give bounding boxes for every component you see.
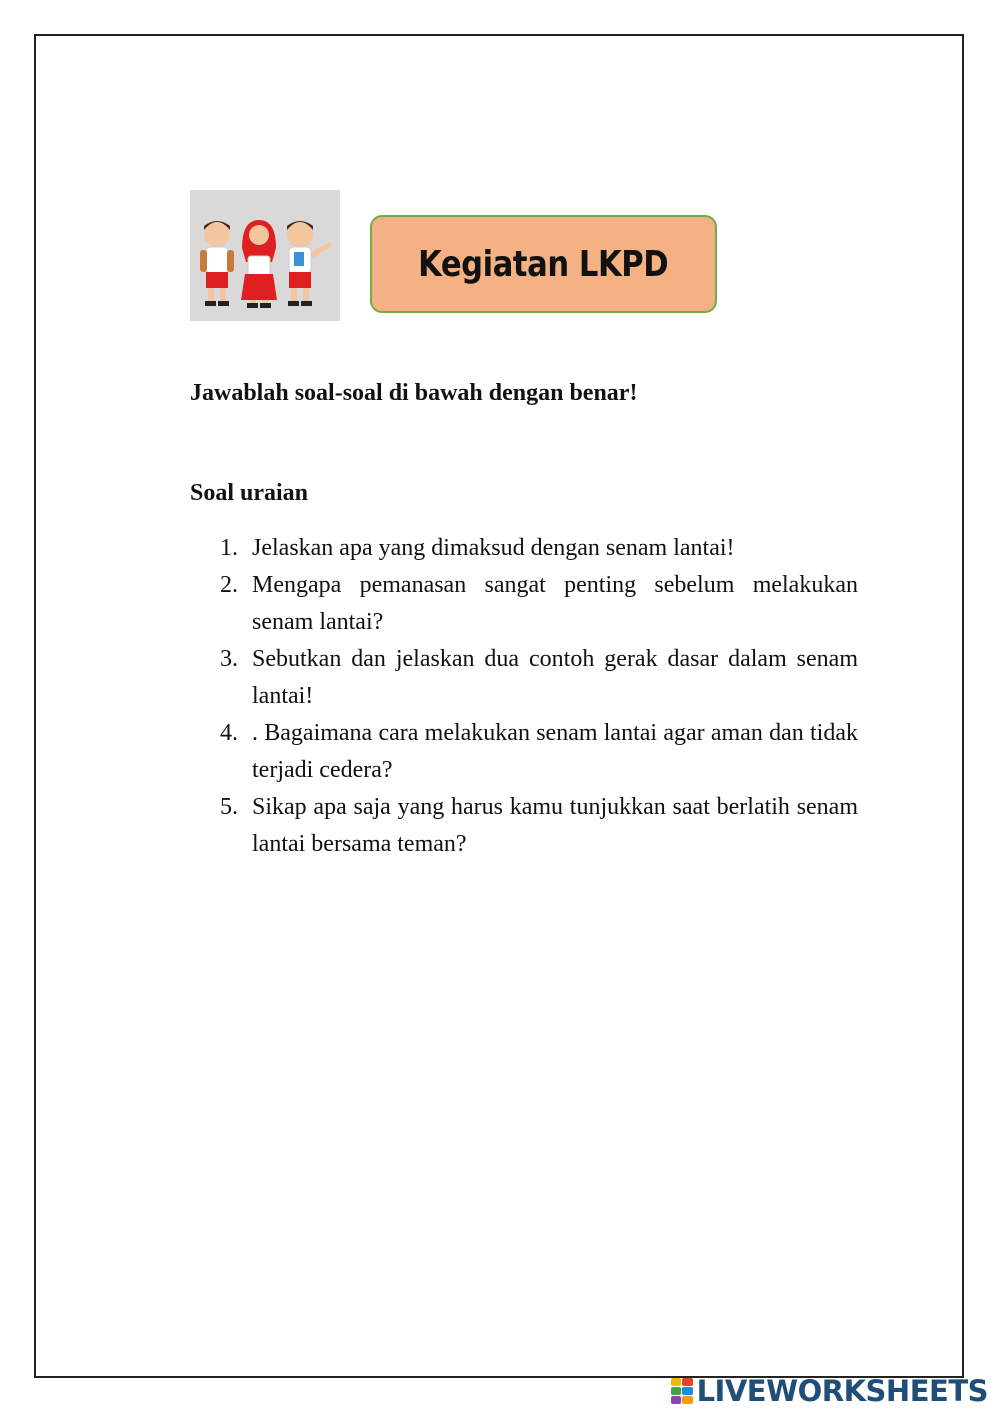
question-item bbox=[220, 789, 858, 863]
question-text: Sikap apa saja yang harus kamu tunjukkan saat berlatih senam lantai bersama teman? bbox=[252, 794, 858, 857]
page-title: Kegiatan LKPD bbox=[418, 243, 669, 285]
question-number: 1. bbox=[220, 535, 238, 561]
question-list bbox=[220, 530, 858, 863]
question-text: Sebutkan dan jelaskan dua contoh gerak dasar dalam senam lantai! bbox=[252, 646, 858, 709]
title-box bbox=[370, 215, 717, 313]
question-text: Jelaskan apa yang dimaksud dengan senam lantai! bbox=[252, 535, 735, 561]
question-text: . Bagaimana cara melakukan senam lantai agar aman dan tidak terjadi cedera? bbox=[252, 720, 858, 783]
section-title: Soal uraian bbox=[190, 480, 309, 506]
footer-brand-text: LIVEWORKSHEETS bbox=[696, 1374, 988, 1408]
students-illustration bbox=[190, 190, 340, 321]
question-number: 3. bbox=[220, 646, 238, 672]
boy-left-figure bbox=[200, 221, 234, 306]
boy-right-figure bbox=[287, 221, 332, 306]
question-number: 5. bbox=[220, 794, 238, 820]
girl-middle-figure bbox=[241, 220, 277, 308]
question-item bbox=[220, 641, 858, 715]
liveworksheets-logo-icon bbox=[671, 1378, 693, 1404]
students-illustration-icon bbox=[190, 190, 340, 321]
question-number: 2. bbox=[220, 572, 238, 598]
question-item bbox=[220, 530, 858, 567]
question-item bbox=[220, 715, 858, 789]
question-number: 4. bbox=[220, 720, 238, 746]
liveworksheets-footer[interactable] bbox=[671, 1374, 988, 1408]
instruction-text: Jawablah soal-soal di bawah dengan benar! bbox=[190, 380, 638, 406]
question-text: Mengapa pemanasan sangat penting sebelum melakukan senam lantai? bbox=[252, 572, 858, 635]
question-item bbox=[220, 567, 858, 641]
